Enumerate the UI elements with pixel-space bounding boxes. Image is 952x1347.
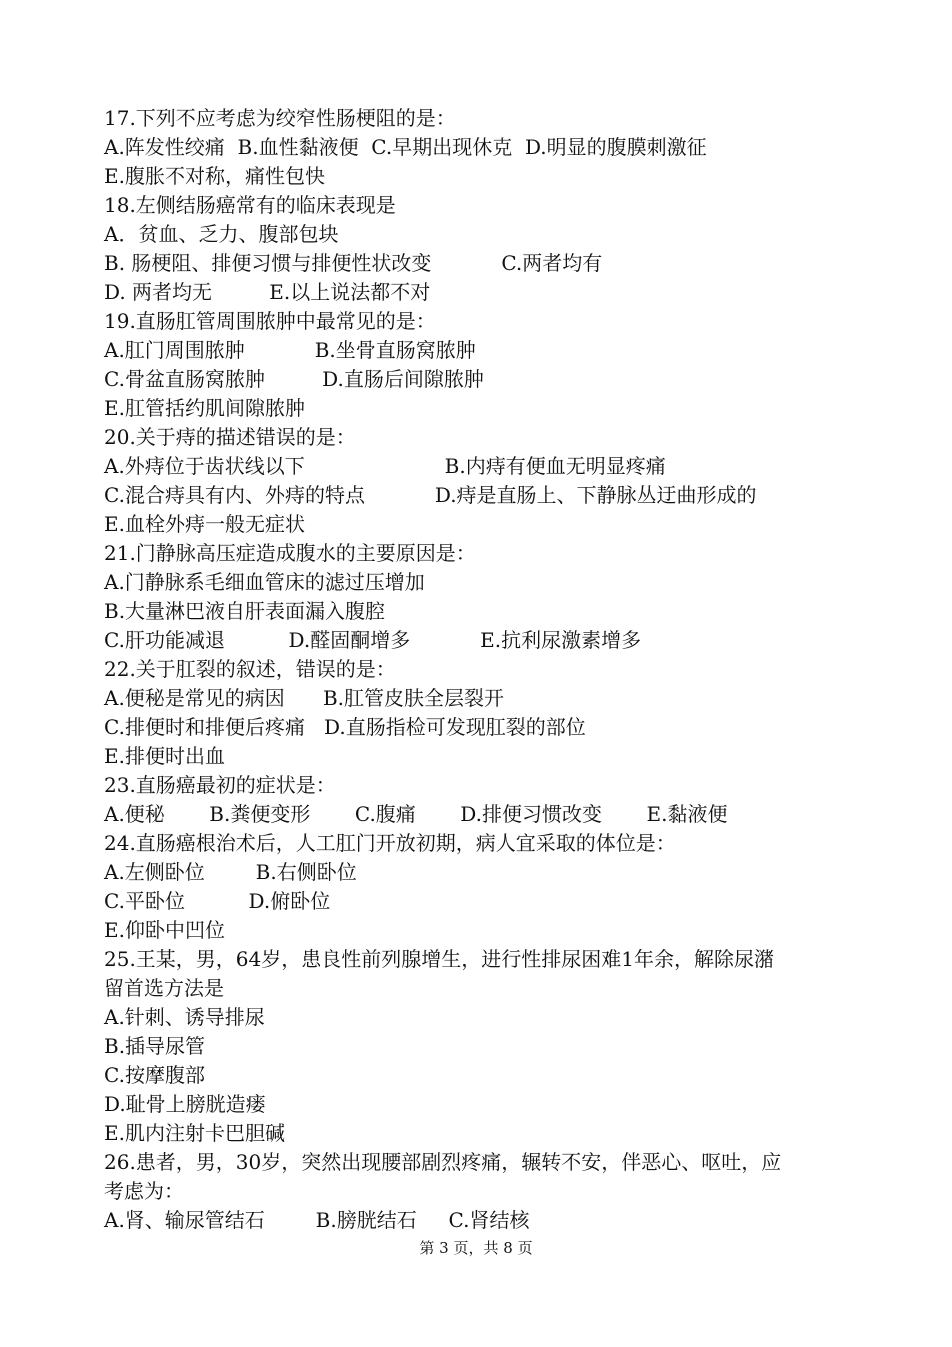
question-17: 17.下列不应考虑为绞窄性肠梗阻的是： (104, 106, 456, 130)
question-24: 24.直肠癌根治术后，人工肛门开放初期，病人宜采取的体位是： (104, 831, 676, 855)
question-17-options: A.阵发性绞痛 B.血性黏液便 C.早期出现休克 D.明显的腹膜刺激征 (104, 135, 707, 159)
question-25-cont: 留首选方法是 (104, 976, 224, 1000)
question-23: 23.直肠癌最初的症状是： (104, 773, 336, 797)
question-22-options-cd: C.排便时和排便后疼痛 D.直肠指检可发现肛裂的部位 (104, 715, 586, 739)
question-21-options-cde: C.肝功能减退 D.醛固酮增多 E.抗利尿激素增多 (104, 628, 642, 652)
question-25-option-a: A.针刺、诱导排尿 (104, 1005, 265, 1029)
question-23-options: A.便秘 B.粪便变形 C.腹痛 D.排便习惯改变 E.黏液便 (104, 802, 728, 826)
question-19-options-ab: A.肛门周围脓肿 B.坐骨直肠窝脓肿 (104, 338, 476, 362)
question-25: 25.王某，男，64岁，患良性前列腺增生，进行性排尿困难1年余，解除尿潴 (104, 947, 774, 971)
question-19: 19.直肠肛管周围脓肿中最常见的是： (104, 309, 436, 333)
question-18-option-a: A．贫血、乏力、腹部包块 (104, 222, 339, 246)
question-17-option-e: E.腹胀不对称，痛性包快 (104, 164, 325, 188)
question-20: 20.关于痔的描述错误的是： (104, 425, 356, 449)
question-24-options-cd: C.平卧位 D.俯卧位 (104, 889, 331, 913)
question-22: 22.关于肛裂的叙述，错误的是： (104, 657, 396, 681)
question-26-options: A.肾、输尿管结石 B.膀胱结石 C.肾结核 (104, 1208, 530, 1232)
question-25-option-b: B.插导尿管 (104, 1034, 206, 1058)
question-25-option-c: C.按摩腹部 (104, 1063, 205, 1087)
question-18-option-d-e: D. 两者均无 E.以上说法都不对 (104, 280, 431, 304)
question-18-option-b-c: B. 肠梗阻、排便习惯与排便性状改变 C.两者均有 (104, 251, 603, 275)
question-22-option-e: E.排便时出血 (104, 744, 225, 768)
page-number-footer: 第 3 页，共 8 页 (419, 1239, 533, 1257)
question-22-options-ab: A.便秘是常见的病因 B.肛管皮肤全层裂开 (104, 686, 504, 710)
question-19-options-cd: C.骨盆直肠窝脓肿 D.直肠后间隙脓肿 (104, 367, 484, 391)
question-19-option-e: E.肛管括约肌间隙脓肿 (104, 396, 305, 420)
question-26: 26.患者，男，30岁，突然出现腰部剧烈疼痛，辗转不安，伴恶心、呕吐，应 (104, 1150, 782, 1174)
question-24-option-e: E.仰卧中凹位 (104, 918, 225, 942)
question-25-option-e: E.肌内注射卡巴胆碱 (104, 1121, 285, 1145)
question-18: 18.左侧结肠癌常有的临床表现是 (104, 193, 396, 217)
question-25-option-d: D.耻骨上膀胱造瘘 (104, 1092, 266, 1116)
question-20-option-e: E.血栓外痔一般无症状 (104, 512, 305, 536)
question-21-option-b: B.大量淋巴液自肝表面漏入腹腔 (104, 599, 386, 623)
question-21-option-a: A.门静脉系毛细血管床的滤过压增加 (104, 570, 425, 594)
question-20-options-ab: A.外痔位于齿状线以下 B.内痔有便血无明显疼痛 (104, 454, 666, 478)
question-24-options-ab: A.左侧卧位 B.右侧卧位 (104, 860, 357, 884)
question-20-options-cd: C.混合痔具有内、外痔的特点 D.痔是直肠上、下静脉丛迂曲形成的 (104, 483, 757, 507)
question-21: 21.门静脉高压症造成腹水的主要原因是： (104, 541, 476, 565)
question-26-cont: 考虑为： (104, 1179, 184, 1203)
